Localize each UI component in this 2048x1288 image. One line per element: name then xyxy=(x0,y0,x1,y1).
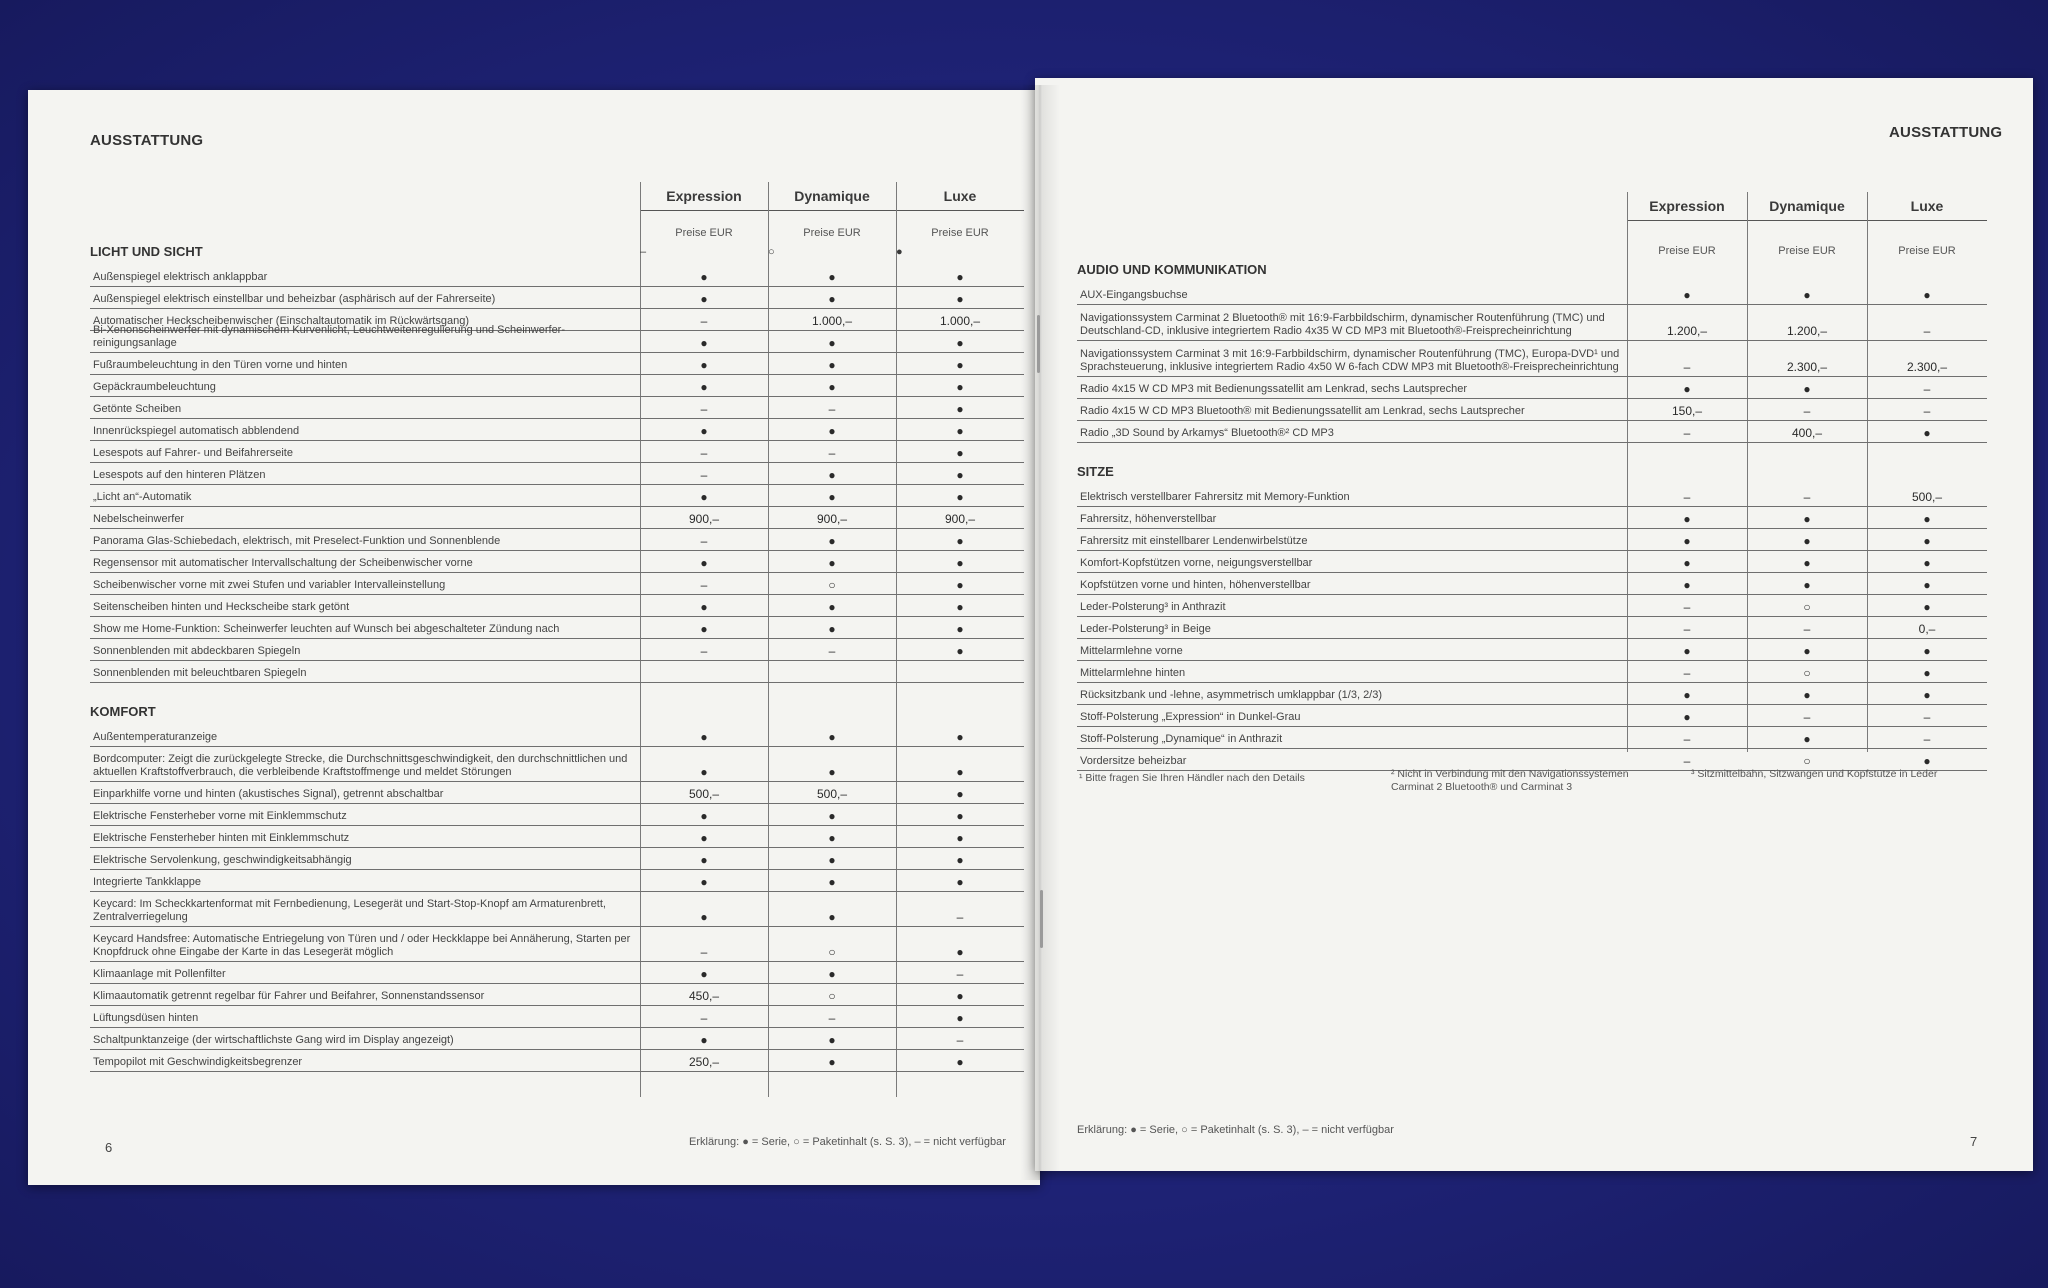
row-value-luxe: – xyxy=(1923,732,1931,746)
row-value-luxe: ● xyxy=(956,765,964,779)
row-value-luxe: ● xyxy=(956,534,964,548)
row-label: Mittelarmlehne hinten xyxy=(1080,667,1186,679)
row-value-luxe: – xyxy=(956,910,964,924)
table-row xyxy=(1077,572,1987,595)
row-value-luxe: ● xyxy=(1923,688,1931,702)
table-row xyxy=(90,1027,1024,1050)
row-value-luxe: ● xyxy=(1923,754,1931,768)
row-value-luxe: ● xyxy=(956,644,964,658)
row-value-expression: ● xyxy=(700,875,708,889)
price-label-dynamique: Preise EUR xyxy=(1778,245,1836,257)
row-value-luxe: ● xyxy=(1923,426,1931,440)
table-row xyxy=(90,324,1024,353)
table-row xyxy=(90,264,1024,287)
row-value-luxe: ● xyxy=(956,402,964,416)
row-value-luxe: ● xyxy=(956,730,964,744)
column-header-dynamique: Dynamique xyxy=(768,182,896,211)
row-label: Sonnenblenden mit abdeckbaren Spiegeln xyxy=(93,645,301,657)
row-label: Innenrückspiegel automatisch abblendend xyxy=(93,425,300,437)
row-value-expression: ● xyxy=(1683,578,1691,592)
footnote-2: ² Nicht in Verbindung mit den Navigationssystemen Carminat 2 Bluetooth® und Carminat 3 xyxy=(1391,768,1629,793)
footnote-3: ³ Sitzmittelbahn, Sitzwangen und Kopfstütze in Leder xyxy=(1691,768,1938,780)
row-value-expression: ● xyxy=(700,292,708,306)
row-label: Integrierte Tankklappe xyxy=(93,876,202,888)
row-value-expression: – xyxy=(700,644,708,658)
group-title: KOMFORT xyxy=(90,704,156,719)
table-row xyxy=(1077,304,1987,341)
row-value-luxe: – xyxy=(1923,324,1931,338)
table-row xyxy=(90,983,1024,1006)
row-label: Komfort-Kopfstützen vorne, neigungsverstellbar xyxy=(1080,557,1313,569)
row-value-dynamique: ● xyxy=(828,622,836,636)
price-label-expression: Preise EUR xyxy=(1658,245,1716,257)
row-value-dynamique: ● xyxy=(1803,534,1811,548)
row-label: Gepäckraumbeleuchtung xyxy=(93,381,216,393)
row-value-luxe: 500,– xyxy=(1911,490,1943,504)
row-label: Getönte Scheiben xyxy=(93,403,182,415)
row-value-dynamique: ● xyxy=(828,556,836,570)
row-value-dynamique: ● xyxy=(1803,512,1811,526)
group-header-value: – xyxy=(640,246,647,258)
group-header-value: ○ xyxy=(768,246,775,258)
row-label: Fußraumbeleuchtung in den Türen vorne und hinten xyxy=(93,359,348,371)
price-label-luxe: Preise EUR xyxy=(931,227,989,239)
row-value-dynamique: ● xyxy=(828,809,836,823)
row-value-expression: ● xyxy=(700,336,708,350)
row-value-luxe: ● xyxy=(956,787,964,801)
row-value-luxe: ● xyxy=(956,468,964,482)
row-value-expression: – xyxy=(1683,622,1691,636)
row-value-luxe: – xyxy=(1923,404,1931,418)
row-value-dynamique: ● xyxy=(828,730,836,744)
row-value-dynamique: 400,– xyxy=(1791,426,1823,440)
row-value-dynamique: ○ xyxy=(828,945,836,959)
row-value-luxe: ● xyxy=(956,875,964,889)
row-value-dynamique: ● xyxy=(1803,688,1811,702)
table-row xyxy=(1077,340,1987,377)
row-value-expression: 1.200,– xyxy=(1666,324,1708,338)
row-label: Kopfstützen vorne und hinten, höhenverstellbar xyxy=(1080,579,1311,591)
row-value-luxe: ● xyxy=(1923,556,1931,570)
row-value-expression: ● xyxy=(700,853,708,867)
row-value-expression: ● xyxy=(700,1033,708,1047)
row-value-expression: – xyxy=(700,534,708,548)
row-value-expression: ● xyxy=(700,490,708,504)
row-value-expression: ● xyxy=(1683,382,1691,396)
row-label: Fahrersitz mit einstellbarer Lendenwirbelstütze xyxy=(1080,535,1308,547)
row-value-dynamique: ● xyxy=(1803,732,1811,746)
row-value-expression: ● xyxy=(700,270,708,284)
right-page-header: AUSSTATTUNG xyxy=(1889,124,2003,141)
row-value-expression: – xyxy=(700,468,708,482)
table-row xyxy=(90,528,1024,551)
row-value-dynamique: ● xyxy=(828,534,836,548)
row-label: Radio 4x15 W CD MP3 Bluetooth® mit Bedienungssatellit am Lenkrad, sechs Lautsprecher xyxy=(1080,405,1525,417)
table-row xyxy=(1077,550,1987,573)
row-label: Leder-Polsterung³ in Anthrazit xyxy=(1080,601,1226,613)
table-row xyxy=(90,374,1024,397)
row-value-luxe: ● xyxy=(956,292,964,306)
row-label: Vordersitze beheizbar xyxy=(1080,755,1187,767)
row-value-luxe: 1.000,– xyxy=(939,314,981,328)
table-row xyxy=(90,286,1024,309)
table-row xyxy=(1077,682,1987,705)
row-value-expression: ● xyxy=(700,730,708,744)
row-label: Show me Home-Funktion: Scheinwerfer leuchten auf Wunsch bei abgeschalteter Zündung nach xyxy=(93,623,560,635)
row-value-luxe: ● xyxy=(956,853,964,867)
table-row xyxy=(90,462,1024,485)
group-title: SITZE xyxy=(1077,464,1114,479)
row-value-dynamique: – xyxy=(1803,404,1811,418)
table-row xyxy=(90,724,1024,747)
row-label: Keycard: Im Scheckkartenformat mit Fernbedienung, Lesegerät und Start-Stop-Knopf am Armaturenbrett, Zentralverriegelung xyxy=(93,898,606,923)
table-row xyxy=(90,825,1024,848)
row-value-expression xyxy=(640,680,768,682)
row-value-dynamique: ● xyxy=(828,468,836,482)
table-row xyxy=(1077,506,1987,529)
row-value-expression: – xyxy=(700,446,708,460)
table-row xyxy=(90,616,1024,639)
row-value-dynamique: ● xyxy=(828,875,836,889)
row-value-luxe: – xyxy=(1923,710,1931,724)
row-label: Klimaanlage mit Pollenfilter xyxy=(93,968,226,980)
row-label: Navigationssystem Carminat 2 Bluetooth® mit 16:9-Farbbildschirm, dynamischer Routenführung (TMC) und Deutschland-CD, inklusive integriertem Radio 4x35 W CD MP3 mit Bluetooth®-Freisprecheinrichtung xyxy=(1080,312,1605,337)
row-value-expression: – xyxy=(700,578,708,592)
row-value-dynamique: – xyxy=(828,644,836,658)
row-label: Schaltpunktanzeige (der wirtschaftlichste Gang wird im Display angezeigt) xyxy=(93,1034,454,1046)
row-label: Außenspiegel elektrisch anklappbar xyxy=(93,271,268,283)
column-header-expression: Expression xyxy=(1627,192,1747,221)
row-label: Nebelscheinwerfer xyxy=(93,513,185,525)
row-value-expression: 500,– xyxy=(688,787,720,801)
row-value-luxe: 0,– xyxy=(1918,622,1936,636)
row-value-expression: ● xyxy=(700,622,708,636)
row-value-dynamique: ● xyxy=(828,1033,836,1047)
row-value-expression: 900,– xyxy=(688,512,720,526)
table-row xyxy=(1077,420,1987,443)
row-value-luxe: ● xyxy=(956,380,964,394)
table-row xyxy=(90,926,1024,962)
row-value-expression: – xyxy=(1683,600,1691,614)
row-value-expression: ● xyxy=(1683,512,1691,526)
row-value-expression: 250,– xyxy=(688,1055,720,1069)
table-row xyxy=(1077,282,1987,305)
row-value-expression: – xyxy=(700,402,708,416)
row-value-expression: ● xyxy=(700,380,708,394)
table-row xyxy=(90,847,1024,870)
row-value-dynamique: 1.000,– xyxy=(811,314,853,328)
row-label: Regensensor mit automatischer Intervallschaltung der Scheibenwischer vorne xyxy=(93,557,473,569)
row-value-dynamique: ● xyxy=(828,765,836,779)
row-value-expression: ● xyxy=(700,765,708,779)
group-header-value: ● xyxy=(896,246,903,258)
row-value-luxe: – xyxy=(956,1033,964,1047)
left-page-number: 6 xyxy=(105,1140,113,1155)
row-value-expression: – xyxy=(700,945,708,959)
row-value-dynamique: – xyxy=(828,1011,836,1025)
row-value-dynamique: ○ xyxy=(828,989,836,1003)
row-value-dynamique: 2.300,– xyxy=(1786,360,1828,374)
row-label: Lesespots auf den hinteren Plätzen xyxy=(93,469,266,481)
right-page-number: 7 xyxy=(1970,1134,1978,1149)
row-label: Leder-Polsterung³ in Beige xyxy=(1080,623,1211,635)
right-legend: Erklärung: ● = Serie, ○ = Paketinhalt (s. S. 3), – = nicht verfügbar xyxy=(1077,1124,1394,1136)
row-value-expression: ● xyxy=(700,600,708,614)
staple-top xyxy=(1037,315,1040,373)
row-value-luxe: ● xyxy=(956,336,964,350)
price-label-dynamique: Preise EUR xyxy=(803,227,861,239)
row-value-dynamique: ● xyxy=(1803,578,1811,592)
table-row xyxy=(90,440,1024,463)
table-row xyxy=(1077,704,1987,727)
row-value-expression: – xyxy=(1683,666,1691,680)
row-value-luxe: ● xyxy=(956,578,964,592)
row-value-dynamique: – xyxy=(1803,710,1811,724)
row-label: Rücksitzbank und -lehne, asymmetrisch umklappbar (1/3, 2/3) xyxy=(1080,689,1383,701)
row-value-expression: 150,– xyxy=(1671,404,1703,418)
row-value-luxe: ● xyxy=(956,809,964,823)
row-value-expression: – xyxy=(700,314,708,328)
row-value-expression: ● xyxy=(1683,534,1691,548)
row-value-luxe: ● xyxy=(1923,644,1931,658)
row-value-expression: ● xyxy=(700,556,708,570)
row-value-luxe: ● xyxy=(1923,288,1931,302)
table-row xyxy=(1077,594,1987,617)
table-row xyxy=(90,572,1024,595)
row-value-expression: ● xyxy=(1683,288,1691,302)
row-label: AUX-Eingangsbuchse xyxy=(1080,289,1188,301)
table-row xyxy=(90,1005,1024,1028)
row-label: Bi-Xenonscheinwerfer mit dynamischem Kurvenlicht, Leuchtweitenregulierung und Scheinwerferreinigungsanlage xyxy=(93,324,566,349)
row-value-dynamique: – xyxy=(1803,622,1811,636)
row-label: Fahrersitz, höhenverstellbar xyxy=(1080,513,1217,525)
row-value-expression: – xyxy=(1683,360,1691,374)
row-value-expression: – xyxy=(1683,426,1691,440)
group-title: LICHT UND SICHT xyxy=(90,244,203,259)
table-row xyxy=(90,891,1024,927)
table-row xyxy=(90,803,1024,826)
row-label: Elektrische Fensterheber vorne mit Einklemmschutz xyxy=(93,810,347,822)
table-row xyxy=(1077,398,1987,421)
row-value-dynamique: ● xyxy=(828,831,836,845)
row-value-luxe: – xyxy=(956,967,964,981)
row-value-dynamique: ● xyxy=(1803,288,1811,302)
row-value-luxe: ● xyxy=(956,1011,964,1025)
table-row xyxy=(90,781,1024,804)
table-row xyxy=(90,961,1024,984)
row-value-luxe: ● xyxy=(956,556,964,570)
table-row xyxy=(1077,616,1987,639)
row-value-dynamique: ● xyxy=(828,358,836,372)
table-row xyxy=(90,660,1024,683)
column-header-expression: Expression xyxy=(640,182,768,211)
row-value-luxe: ● xyxy=(956,1055,964,1069)
row-label: Außenspiegel elektrisch einstellbar und beheizbar (asphärisch auf der Fahrerseite) xyxy=(93,293,496,305)
footnote-1: ¹ Bitte fragen Sie Ihren Händler nach den Details xyxy=(1079,772,1305,784)
row-value-luxe: ● xyxy=(956,270,964,284)
row-label: Keycard Handsfree: Automatische Entriegelung von Türen und / oder Heckklappe bei Annäherung, Starten per Knopfdruck ohne Eingabe der Karte in das Lesegerät möglich xyxy=(93,933,631,958)
row-value-expression: ● xyxy=(700,358,708,372)
row-value-dynamique: 1.200,– xyxy=(1786,324,1828,338)
row-value-dynamique: ● xyxy=(828,270,836,284)
row-value-expression: ● xyxy=(700,831,708,845)
row-label: Elektrische Servolenkung, geschwindigkeitsabhängig xyxy=(93,854,352,866)
row-value-dynamique xyxy=(768,680,896,682)
table-row xyxy=(1077,726,1987,749)
group-title: AUDIO UND KOMMUNIKATION xyxy=(1077,262,1267,277)
row-value-dynamique: – xyxy=(1803,490,1811,504)
row-value-expression: ● xyxy=(1683,644,1691,658)
row-value-expression: – xyxy=(1683,754,1691,768)
price-label-expression: Preise EUR xyxy=(675,227,733,239)
row-value-dynamique: ● xyxy=(828,336,836,350)
row-value-expression: ● xyxy=(700,910,708,924)
column-header-luxe: Luxe xyxy=(1867,192,1987,221)
left-equipment-table xyxy=(90,182,1032,1097)
row-value-luxe: ● xyxy=(956,358,964,372)
row-label: Panorama Glas-Schiebedach, elektrisch, mit Preselect-Funktion und Sonnenblende xyxy=(93,535,501,547)
right-equipment-table xyxy=(1077,192,1989,832)
row-label: Einparkhilfe vorne und hinten (akustisches Signal), getrennt abschaltbar xyxy=(93,788,444,800)
row-value-dynamique: ● xyxy=(828,600,836,614)
table-row xyxy=(90,1049,1024,1072)
row-label: Tempopilot mit Geschwindigkeitsbegrenzer xyxy=(93,1056,303,1068)
row-value-dynamique: ● xyxy=(828,424,836,438)
table-row xyxy=(90,638,1024,661)
table-row xyxy=(90,484,1024,507)
left-legend: Erklärung: ● = Serie, ○ = Paketinhalt (s. S. 3), – = nicht verfügbar xyxy=(689,1136,1006,1148)
row-value-dynamique: ● xyxy=(828,967,836,981)
staple-bottom xyxy=(1040,890,1043,948)
row-value-expression: – xyxy=(1683,732,1691,746)
row-value-dynamique: ● xyxy=(1803,382,1811,396)
row-value-expression: ● xyxy=(1683,556,1691,570)
table-row xyxy=(90,594,1024,617)
row-value-dynamique: 500,– xyxy=(816,787,848,801)
row-value-dynamique: ● xyxy=(1803,556,1811,570)
row-value-luxe: ● xyxy=(956,424,964,438)
row-value-dynamique: ● xyxy=(828,910,836,924)
table-row xyxy=(1077,660,1987,683)
row-value-expression: ● xyxy=(700,809,708,823)
row-value-luxe: ● xyxy=(1923,578,1931,592)
row-label: Radio 4x15 W CD MP3 mit Bedienungssatellit am Lenkrad, sechs Lautsprecher xyxy=(1080,383,1468,395)
row-value-dynamique: ○ xyxy=(828,578,836,592)
column-header-dynamique: Dynamique xyxy=(1747,192,1867,221)
table-row xyxy=(1077,528,1987,551)
right-page xyxy=(1035,78,2033,1171)
row-value-luxe: ● xyxy=(1923,666,1931,680)
row-value-dynamique: ○ xyxy=(1803,600,1811,614)
row-value-expression: – xyxy=(1683,490,1691,504)
row-label: Lesespots auf Fahrer- und Beifahrerseite xyxy=(93,447,293,459)
row-label: Außentemperaturanzeige xyxy=(93,731,218,743)
row-value-dynamique: ○ xyxy=(1803,666,1811,680)
row-label: Lüftungsdüsen hinten xyxy=(93,1012,199,1024)
row-label: Stoff-Polsterung „Expression“ in Dunkel-Grau xyxy=(1080,711,1301,723)
row-value-luxe: ● xyxy=(956,945,964,959)
row-label: Elektrische Fensterheber hinten mit Einklemmschutz xyxy=(93,832,350,844)
row-label: Navigationssystem Carminat 3 mit 16:9-Farbbildschirm, dynamischer Routenführung (TMC), Europa-DVD¹ und Sprachsteuerung, inklusive integriertem Radio 4x50 W 6-fach CDW MP3 mit Bluetooth®-Freisprecheinrichtung xyxy=(1080,348,1620,373)
row-value-dynamique: – xyxy=(828,446,836,460)
row-value-expression: – xyxy=(700,1011,708,1025)
row-label: Elektrisch verstellbarer Fahrersitz mit Memory-Funktion xyxy=(1080,491,1350,503)
row-value-luxe: ● xyxy=(956,831,964,845)
left-page xyxy=(28,90,1040,1185)
row-value-expression: 450,– xyxy=(688,989,720,1003)
row-value-luxe: ● xyxy=(956,490,964,504)
row-value-expression: ● xyxy=(1683,710,1691,724)
row-value-luxe: ● xyxy=(1923,534,1931,548)
row-value-luxe: ● xyxy=(956,989,964,1003)
table-row xyxy=(90,506,1024,529)
table-row xyxy=(1077,376,1987,399)
table-row xyxy=(90,352,1024,375)
row-label: Mittelarmlehne vorne xyxy=(1080,645,1183,657)
row-value-expression: ● xyxy=(700,967,708,981)
row-value-expression: ● xyxy=(700,424,708,438)
table-row xyxy=(90,869,1024,892)
row-label: Klimaautomatik getrennt regelbar für Fahrer und Beifahrer, Sonnenstandssensor xyxy=(93,990,485,1002)
row-value-dynamique: ● xyxy=(828,490,836,504)
row-label: Seitenscheiben hinten und Heckscheibe stark getönt xyxy=(93,601,350,613)
table-row xyxy=(1077,484,1987,507)
table-row xyxy=(90,396,1024,419)
row-value-expression: ● xyxy=(1683,688,1691,702)
row-label: Radio „3D Sound by Arkamys“ Bluetooth®² CD MP3 xyxy=(1080,427,1334,439)
row-value-dynamique: ● xyxy=(828,380,836,394)
row-label: Scheibenwischer vorne mit zwei Stufen und variabler Intervalleinstellung xyxy=(93,579,446,591)
row-value-dynamique: ● xyxy=(828,1055,836,1069)
table-row xyxy=(90,550,1024,573)
row-label: Automatischer Heckscheibenwischer (Einschaltautomatik im Rückwärtsgang) xyxy=(93,315,469,327)
row-value-dynamique: 900,– xyxy=(816,512,848,526)
row-value-luxe: – xyxy=(1923,382,1931,396)
row-label: Sonnenblenden mit beleuchtbaren Spiegeln xyxy=(93,667,307,679)
row-value-luxe: ● xyxy=(956,622,964,636)
price-label-luxe: Preise EUR xyxy=(1898,245,1956,257)
column-header-luxe: Luxe xyxy=(896,182,1024,211)
row-label: Bordcomputer: Zeigt die zurückgelegte Strecke, die Durchschnittsgeschwindigkeit, den durchschnittlichen und aktuellen Kraftstoffverbrauch, die verbleibende Kraftstoffmenge und meldet Störungen xyxy=(93,753,628,778)
row-value-luxe: ● xyxy=(956,600,964,614)
table-row xyxy=(90,746,1024,782)
row-value-luxe: 900,– xyxy=(944,512,976,526)
table-row xyxy=(90,418,1024,441)
row-label: „Licht an“-Automatik xyxy=(93,491,192,503)
row-value-dynamique: – xyxy=(828,402,836,416)
row-value-luxe: 2.300,– xyxy=(1906,360,1948,374)
table-row xyxy=(1077,638,1987,661)
row-value-dynamique: ● xyxy=(828,853,836,867)
row-value-dynamique: ● xyxy=(828,292,836,306)
row-label: Stoff-Polsterung „Dynamique“ in Anthrazit xyxy=(1080,733,1283,745)
row-value-luxe: ● xyxy=(956,446,964,460)
row-value-luxe: ● xyxy=(1923,512,1931,526)
row-value-luxe: ● xyxy=(1923,600,1931,614)
row-value-dynamique: ● xyxy=(1803,644,1811,658)
left-page-header: AUSSTATTUNG xyxy=(90,132,204,149)
row-value-dynamique: ○ xyxy=(1803,754,1811,768)
row-value-luxe xyxy=(896,680,1024,682)
